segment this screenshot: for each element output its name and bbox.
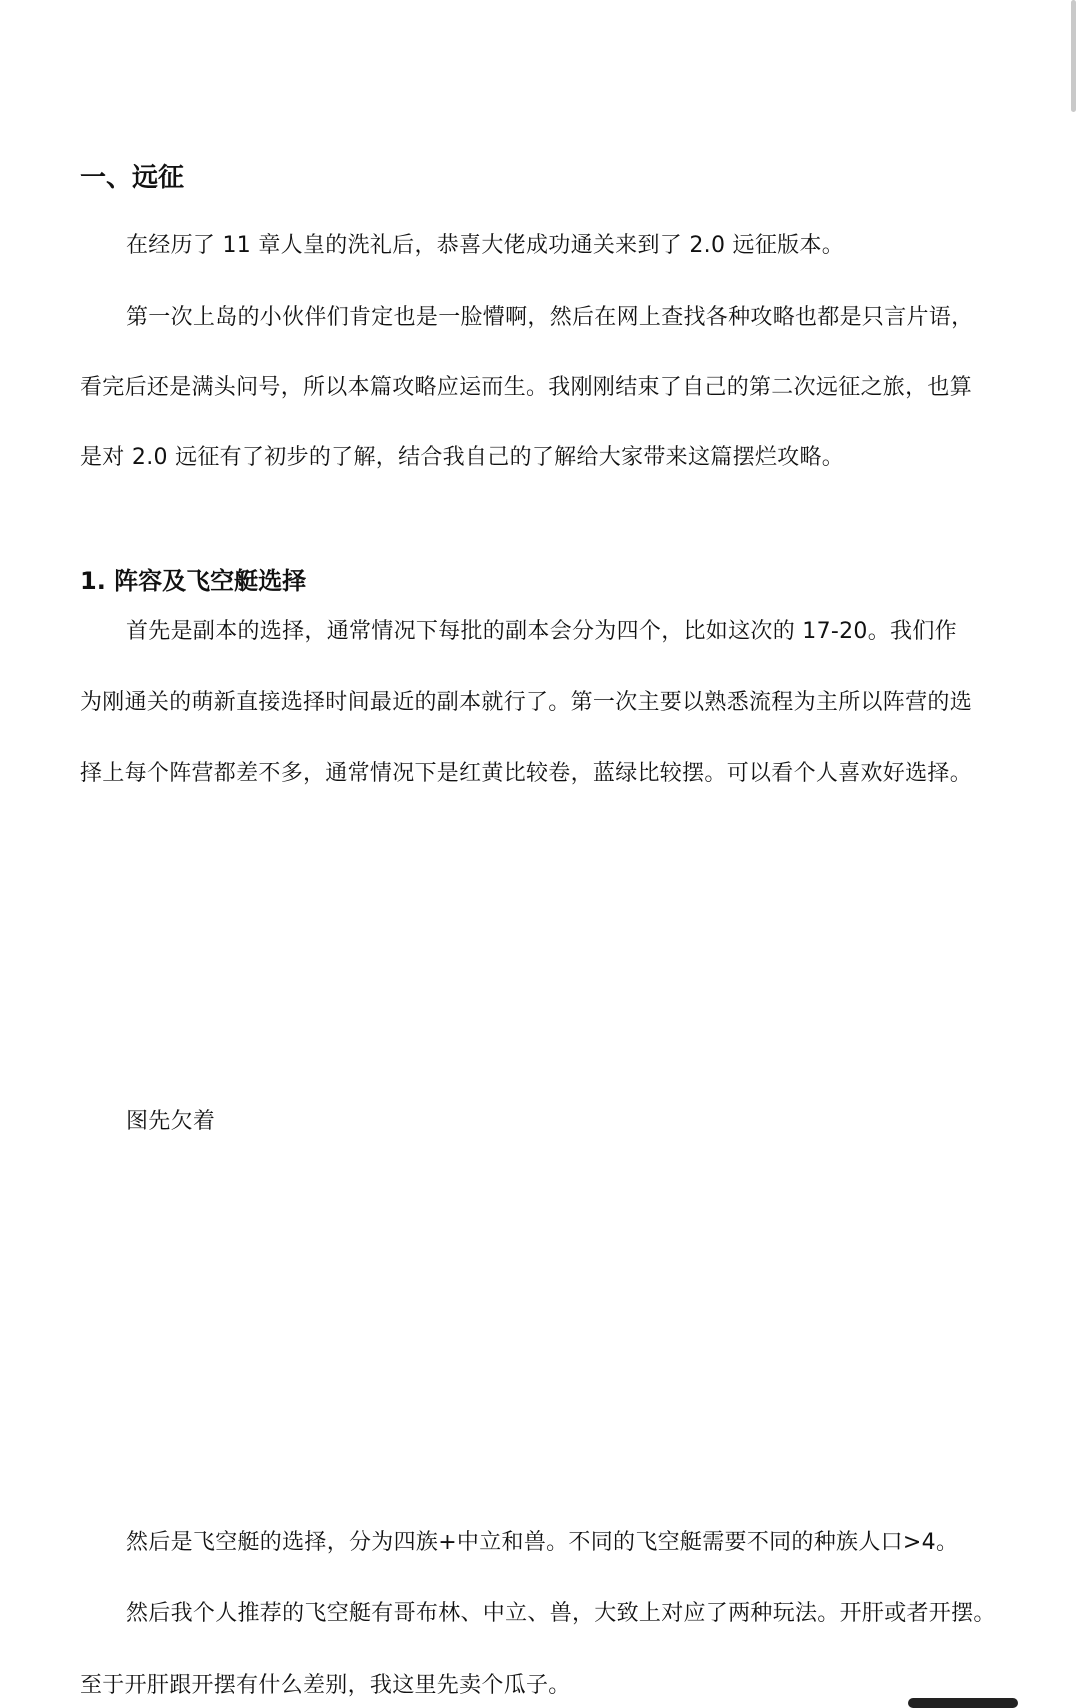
intro-line-4: 是对 2.0 远征有了初步的了解，结合我自己的了解给大家带来这篇摆烂攻略。: [80, 445, 845, 470]
lineup-line-3: 择上每个阵营都差不多，通常情况下是红黄比较卷，蓝绿比较摆。可以看个人喜欢好选择。: [80, 761, 973, 786]
scrollbar[interactable]: [1068, 0, 1080, 1704]
airship-line-3: 至于开肝跟开摆有什么差别，我这里先卖个瓜子。: [80, 1673, 571, 1698]
home-indicator[interactable]: [908, 1698, 1018, 1708]
lineup-line-2: 为刚通关的萌新直接选择时间最近的副本就行了。第一次主要以熟悉流程为主所以阵营的选: [80, 690, 973, 715]
scrollbar-thumb[interactable]: [1071, 0, 1076, 112]
airship-line-2: 然后我个人推荐的飞空艇有哥布林、中立、兽，大致上对应了两种玩法。开肝或者开摆。: [126, 1601, 996, 1626]
intro-line-2: 第一次上岛的小伙伴们肯定也是一脸懵啊，然后在网上查找各种攻略也都是只言片语，: [126, 305, 974, 330]
subsection-title: 1. 阵容及飞空艇选择: [80, 567, 307, 595]
intro-line-3: 看完后还是满头问号，所以本篇攻略应运而生。我刚刚结束了自己的第二次远征之旅，也算: [80, 375, 973, 400]
section-title: 一、远征: [80, 163, 185, 193]
airship-line-1: 然后是飞空艇的选择，分为四族+中立和兽。不同的飞空艇需要不同的种族人口>4。: [126, 1530, 959, 1555]
image-placeholder-text: 图先欠着: [126, 1109, 216, 1134]
lineup-line-1: 首先是副本的选择，通常情况下每批的副本会分为四个，比如这次的 17-20。我们作: [126, 619, 957, 644]
intro-line-1: 在经历了 11 章人皇的洗礼后，恭喜大佬成功通关来到了 2.0 远征版本。: [126, 233, 845, 258]
